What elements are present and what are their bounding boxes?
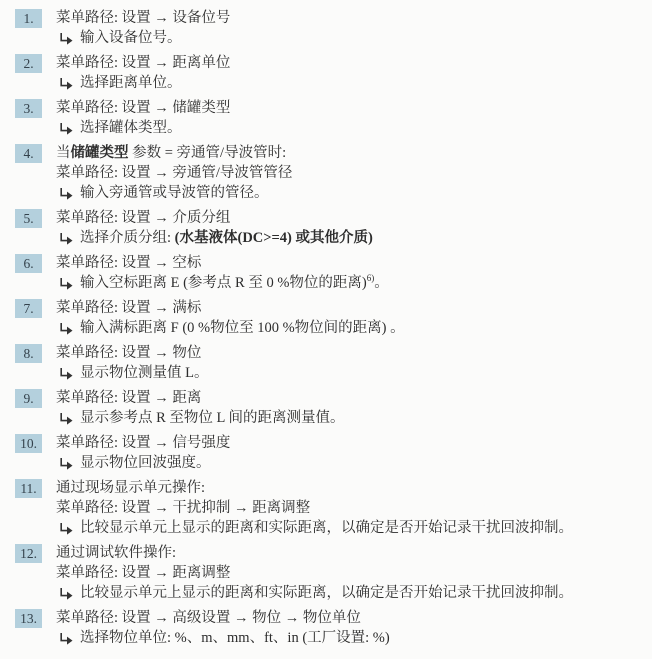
- menu-path-line: [56, 8, 644, 28]
- line-text: [56, 10, 230, 26]
- return-arrow-icon: [59, 323, 73, 336]
- menu-path-line: [56, 98, 644, 118]
- text-segment: 菜单路径: 设置 → 高级设置 → 物位 → 物位单位: [56, 610, 361, 626]
- step-item: [15, 208, 644, 248]
- text-segment: 显示物位测量值 L。: [80, 365, 209, 381]
- result-line: [56, 453, 644, 473]
- step-number-badge: 2.: [15, 54, 42, 73]
- step-number-badge: 1.: [15, 9, 42, 28]
- line-text: [56, 100, 230, 116]
- step-lines: [56, 8, 644, 48]
- step-lines: [56, 253, 644, 293]
- text-segment: 菜单路径: 设置 → 距离单位: [56, 55, 231, 71]
- line-text: [56, 500, 310, 516]
- text-segment: 菜单路径: 设置 → 储罐类型: [56, 100, 231, 116]
- return-arrow-icon: [59, 458, 73, 471]
- step-lines: [56, 388, 644, 428]
- line-text: [56, 145, 286, 161]
- text-segment: 比较显示单元上显示的距离和实际距离，以确定是否开始记录干扰回波抑制。: [80, 585, 573, 601]
- step-item: [15, 98, 644, 138]
- result-line: [56, 363, 644, 383]
- line-text: [56, 55, 230, 71]
- condition-line: [56, 478, 644, 498]
- result-line: [56, 518, 644, 538]
- menu-path-line: [56, 563, 644, 583]
- text-segment: 菜单路径: 设置 → 物位: [56, 345, 202, 361]
- text-segment: 菜单路径: 设置 → 干扰抑制 → 距离调整: [56, 500, 311, 516]
- step-item: [15, 343, 644, 383]
- step-number-badge: 12.: [15, 544, 42, 563]
- result-line: [56, 28, 644, 48]
- step-lines: [56, 53, 644, 93]
- line-text: [80, 228, 373, 248]
- text-segment: 显示参考点 R 至物位 L 间的距离测量值。: [80, 410, 345, 426]
- step-number-badge: 5.: [15, 209, 42, 228]
- text-segment: 选择介质分组:: [80, 230, 175, 246]
- text-segment: 当: [56, 145, 71, 161]
- line-text: [56, 300, 201, 316]
- step-item: [15, 608, 644, 648]
- text-segment: 通过调试软件操作:: [56, 545, 177, 561]
- text-segment: 显示物位回波强度。: [80, 455, 211, 471]
- return-arrow-icon: [59, 78, 73, 91]
- condition-line: [56, 543, 644, 563]
- line-text: [80, 118, 182, 138]
- text-segment: 菜单路径: 设置 → 旁通管/导波管管径: [56, 165, 293, 181]
- result-line: [56, 273, 644, 293]
- step-item: [15, 8, 644, 48]
- line-text: [80, 628, 390, 648]
- footnote-ref: 6): [366, 273, 375, 284]
- text-segment: 输入设备位号。: [80, 30, 182, 46]
- step-item: [15, 298, 644, 338]
- step-number-badge: 3.: [15, 99, 42, 118]
- text-segment: 参数 = 旁通管/导波管时:: [128, 145, 287, 161]
- line-text: [56, 255, 201, 271]
- step-number-badge: 11.: [15, 479, 42, 498]
- result-line: [56, 73, 644, 93]
- return-arrow-icon: [59, 633, 73, 646]
- text-segment: 选择距离单位。: [80, 75, 182, 91]
- menu-path-line: [56, 343, 644, 363]
- menu-path-line: [56, 433, 644, 453]
- line-text: [56, 565, 230, 581]
- return-arrow-icon: [59, 123, 73, 136]
- step-lines: [56, 543, 644, 603]
- line-text: [80, 318, 405, 338]
- text-segment: 菜单路径: 设置 → 距离: [56, 390, 202, 406]
- text-segment: 输入空标距离 E (参考点 R 至 0 %物位的距离): [80, 275, 367, 291]
- line-text: [56, 610, 361, 626]
- text-segment: 选择罐体类型。: [80, 120, 182, 136]
- line-text: [56, 345, 201, 361]
- text-segment: 菜单路径: 设置 → 设备位号: [56, 10, 231, 26]
- menu-path-line: [56, 498, 644, 518]
- line-text: [56, 545, 176, 561]
- menu-path-line: [56, 163, 644, 183]
- step-item: [15, 143, 644, 203]
- return-arrow-icon: [59, 523, 73, 536]
- menu-path-line: [56, 608, 644, 628]
- text-segment: 菜单路径: 设置 → 空标: [56, 255, 202, 271]
- text-segment: 。: [374, 275, 389, 291]
- line-text: [80, 453, 211, 473]
- setup-steps-list: [15, 8, 644, 648]
- return-arrow-icon: [59, 413, 73, 426]
- step-number-badge: 4.: [15, 144, 42, 163]
- step-item: [15, 53, 644, 93]
- step-lines: [56, 98, 644, 138]
- step-item: [15, 478, 644, 538]
- menu-path-line: [56, 388, 644, 408]
- step-lines: [56, 478, 644, 538]
- line-text: [80, 73, 182, 93]
- line-text: [56, 165, 292, 181]
- line-text: [80, 583, 573, 603]
- return-arrow-icon: [59, 278, 73, 291]
- menu-path-line: [56, 253, 644, 273]
- menu-path-line: [56, 53, 644, 73]
- result-line: [56, 318, 644, 338]
- step-item: [15, 433, 644, 473]
- step-lines: [56, 608, 644, 648]
- step-number-badge: 6.: [15, 254, 42, 273]
- text-segment: 输入满标距离 F (0 %物位至 100 %物位间的距离) 。: [80, 320, 405, 336]
- step-lines: [56, 343, 644, 383]
- return-arrow-icon: [59, 368, 73, 381]
- step-number-badge: 9.: [15, 389, 42, 408]
- text-segment: 输入旁通管或导波管的管径。: [80, 185, 269, 201]
- step-number-badge: 13.: [15, 609, 42, 628]
- step-item: [15, 388, 644, 428]
- result-line: [56, 408, 644, 428]
- line-text: [80, 28, 182, 48]
- line-text: [80, 273, 389, 293]
- line-text: [56, 210, 230, 226]
- step-lines: [56, 433, 644, 473]
- text-segment: 菜单路径: 设置 → 介质分组: [56, 210, 231, 226]
- result-line: [56, 183, 644, 203]
- line-text: [80, 363, 208, 383]
- step-lines: [56, 143, 644, 203]
- step-lines: [56, 298, 644, 338]
- text-segment: 比较显示单元上显示的距离和实际距离，以确定是否开始记录干扰回波抑制。: [80, 520, 573, 536]
- result-line: [56, 628, 644, 648]
- line-text: [56, 480, 205, 496]
- return-arrow-icon: [59, 33, 73, 46]
- text-segment: 储罐类型: [70, 145, 129, 161]
- line-text: [80, 408, 345, 428]
- step-number-badge: 10.: [15, 434, 42, 453]
- result-line: [56, 118, 644, 138]
- text-segment: 通过现场显示单元操作:: [56, 480, 206, 496]
- text-segment: 选择物位单位: %、m、mm、ft、in (工厂设置: %): [80, 630, 390, 646]
- line-text: [80, 518, 573, 538]
- result-line: [56, 583, 644, 603]
- line-text: [56, 435, 230, 451]
- text-segment: 菜单路径: 设置 → 距离调整: [56, 565, 231, 581]
- line-text: [80, 183, 269, 203]
- return-arrow-icon: [59, 188, 73, 201]
- step-number-badge: 7.: [15, 299, 42, 318]
- step-number-badge: 8.: [15, 344, 42, 363]
- return-arrow-icon: [59, 588, 73, 601]
- text-segment: 菜单路径: 设置 → 信号强度: [56, 435, 231, 451]
- menu-path-line: [56, 208, 644, 228]
- line-text: [56, 390, 201, 406]
- text-segment: 菜单路径: 设置 → 满标: [56, 300, 202, 316]
- menu-path-line: [56, 298, 644, 318]
- return-arrow-icon: [59, 233, 73, 246]
- text-segment: (水基液体(DC>=4) 或其他介质): [174, 230, 373, 246]
- step-item: [15, 253, 644, 293]
- step-lines: [56, 208, 644, 248]
- result-line: [56, 228, 644, 248]
- condition-line: [56, 143, 644, 163]
- step-item: [15, 543, 644, 603]
